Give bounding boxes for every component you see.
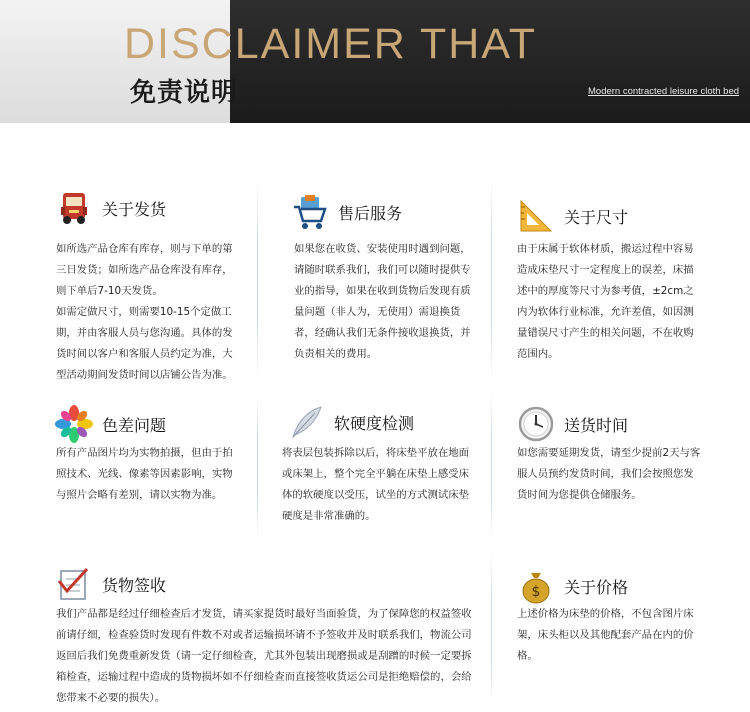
section-title: 关于尺寸 [564,207,629,227]
page-title-cn: 免责说明 [130,78,239,108]
section-paragraph: 我们产品都是经过仔细检查后才发货，请买家提货时最好当面验货，为了保障您的权益签收前请仔细，检查验货时发现有件数不对或者运输损坏请不予签收并及时联系我们，物流公司返回后我们免费重新发货（请一定仔细检查，尤其外包装出现磨损或是刮蹭的时候一定要拆箱检查，运输过程中造成的货物损坏如不仔细检查而直接签收货运公司是拒绝赔偿的，会给您带来不必要的损失）。 [56,608,472,704]
banner-subtitle: Modern contracted leisure cloth bed [588,86,740,97]
section-title: 软硬度检测 [334,413,415,433]
section-size-body [517,239,702,365]
section-paragraph: 所有产品图片均为实物拍摄，但由于拍照技术、光线、像素等因素影响，实物与照片会略有差别，请以实物为准。 [56,447,233,501]
section-aftersales-header [290,192,402,232]
section-paragraph: 如果您在收货、安装使用时遇到问题，请随时联系我们，我们可以随时提供专业的指导，如果在收到货物后发现有质量问题（非人为，无使用）需退换货者，经确认我们无条件接收退换货，并负责相关的费用。 [294,243,471,360]
column-divider [491,180,492,380]
column-divider [491,395,492,540]
section-paragraph: 如所选产品仓库有库存，则与下单的第三日发货；如所选产品仓库没有库存，则下单后7-10天发货。 [56,243,233,297]
section-paragraph: 上述价格为床垫的价格，不包含图片床架，床头柜以及其他配套产品在内的价格。 [517,608,694,662]
svg-text:$: $ [531,584,541,600]
section-paragraph: 如需定做尺寸，则需要10-15个定做工期，并由客服人员与您沟通。具体的发货时间以客户和客服人员约定为准，大型活动期间发货时间以店铺公告为准。 [56,306,233,381]
section-title: 色差问题 [102,415,167,435]
section-firmness-body [282,443,477,527]
truck-icon [54,188,94,228]
section-title: 售后服务 [338,203,403,223]
color-wheel-icon [54,404,94,444]
column-divider [491,555,492,705]
section-delivery-body [517,443,702,506]
checklist-icon [54,564,94,604]
section-paragraph: 如您需要延期发货，请至少提前2天与客服人员预约发货时间，我们会按照您发货时间为您提供仓储服务。 [517,447,701,501]
section-paragraph: 由于床属于软体材质，搬运过程中容易造成床垫尺寸一定程度上的误差，床描述中的厚度等尺寸为参考值，±2cm之内为软体行业标准，允许差值，如因测量错误尺寸产生的相关问题，不在收购范围内。 [517,243,694,360]
section-receipt-header [54,564,166,604]
section-title: 关于价格 [564,577,629,597]
section-shipping-header [54,188,166,228]
clock-icon [516,404,556,444]
section-price-body [517,604,709,667]
section-paragraph: 将表层包装拆除以后，将床垫平放在地面或床架上，整个完全平躺在床垫上感受床体的软硬度以受压，试坐的方式测试床垫硬度是非常准确的。 [282,447,470,522]
section-aftersales-body [294,239,477,365]
column-divider [257,395,258,540]
feather-icon [286,402,326,442]
ruler-triangle-icon [516,196,556,236]
section-title: 送货时间 [564,415,629,435]
section-title: 关于发货 [102,199,167,219]
column-divider [257,180,258,380]
money-bag-icon [516,566,556,606]
section-size-header [516,196,628,236]
section-price-header [516,566,628,606]
section-color-body [56,443,242,506]
section-title: 货物签收 [102,575,167,595]
section-delivery-header [516,404,628,444]
page-title-en: DISCLAIMER THAT [124,20,538,68]
shopping-cart-icon [290,192,330,232]
section-shipping-body [56,239,241,386]
section-firmness-header [286,402,414,442]
section-receipt-body [56,604,481,709]
section-color-header [54,404,166,444]
